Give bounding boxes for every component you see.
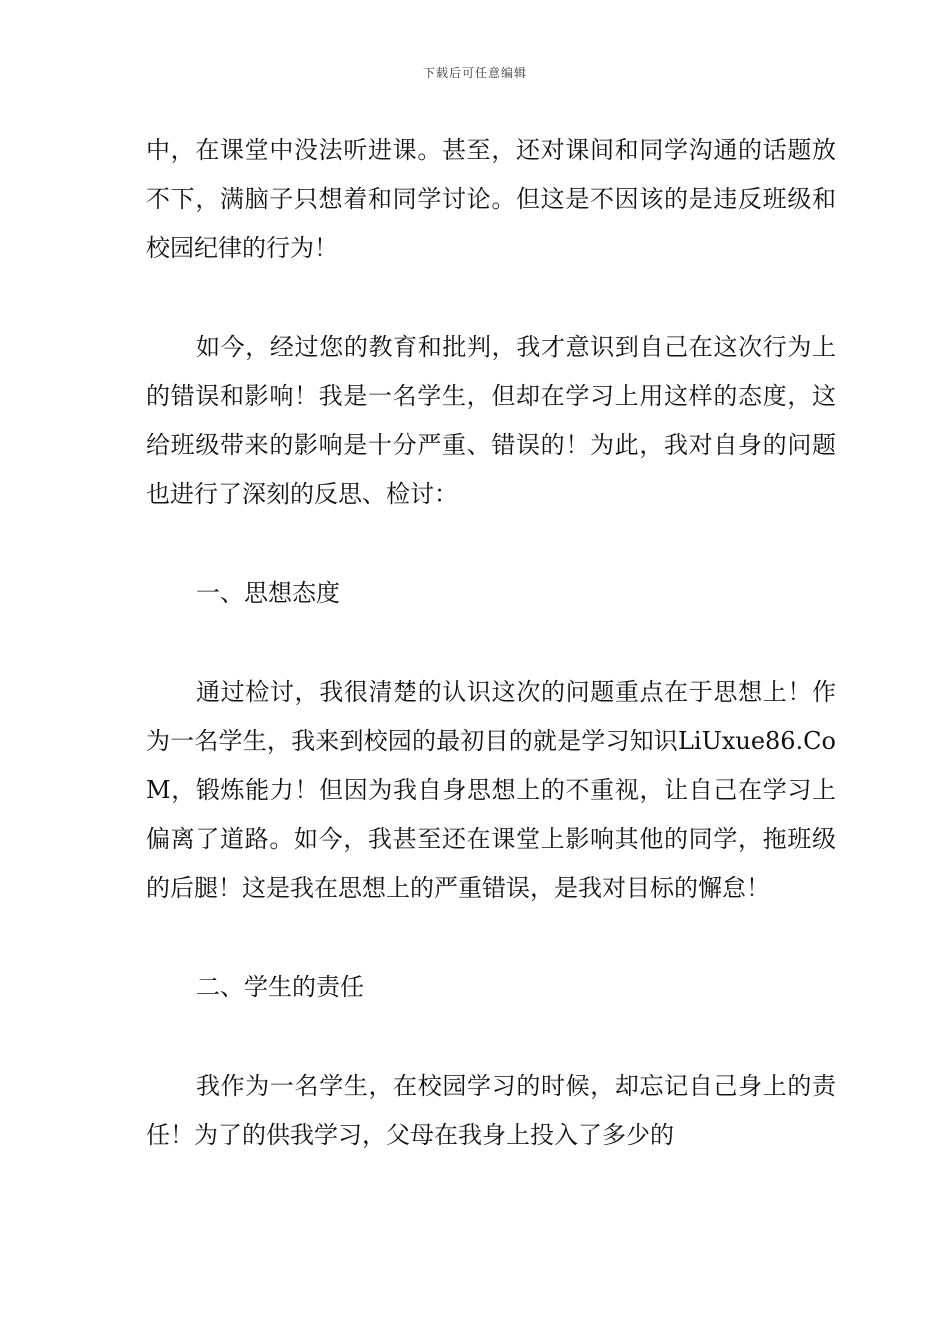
section-heading-student-responsibility: 二、学生的责任 (196, 973, 364, 1001)
document-body (146, 126, 836, 1160)
paragraph-responsibility: 我作为一名学生，在校园学习的时候，却忘记自己身上的责任！为了的供我学习，父母在我身上投入了多少的 (146, 1072, 836, 1149)
paragraph-reflection: 如今，经过您的教育和批判，我才意识到自己在这次行为上的错误和影响！我是一名学生，但却在学习上用这样的态度，这给班级带来的影响是十分严重、错误的！为此，我对自身的问题也进行了深刻的反思、检讨： (146, 333, 836, 508)
paragraph-continuation: 中，在课堂中没法听进课。甚至，还对课间和同学沟通的话题放不下，满脑子只想着和同学讨论。但这是不因该的是违反班级和校园纪律的行为！ (146, 136, 836, 262)
paragraph-thought: 通过检讨，我很清楚的认识这次的问题重点在于思想上！作为一名学生，我来到校园的最初目的就是学习知识LiUxue86.CoM，锻炼能力！但因为我自身思想上的不重视，让自己在学习上偏离了道路。如今，我甚至还在课堂上影响其他的同学，拖班级的后腿！这是我在思想上的严重错误，是我对目标的懈怠！ (146, 678, 836, 902)
page-header: 下载后可任意编辑 (422, 66, 527, 80)
section-heading-thought-attitude: 一、思想态度 (196, 579, 340, 607)
